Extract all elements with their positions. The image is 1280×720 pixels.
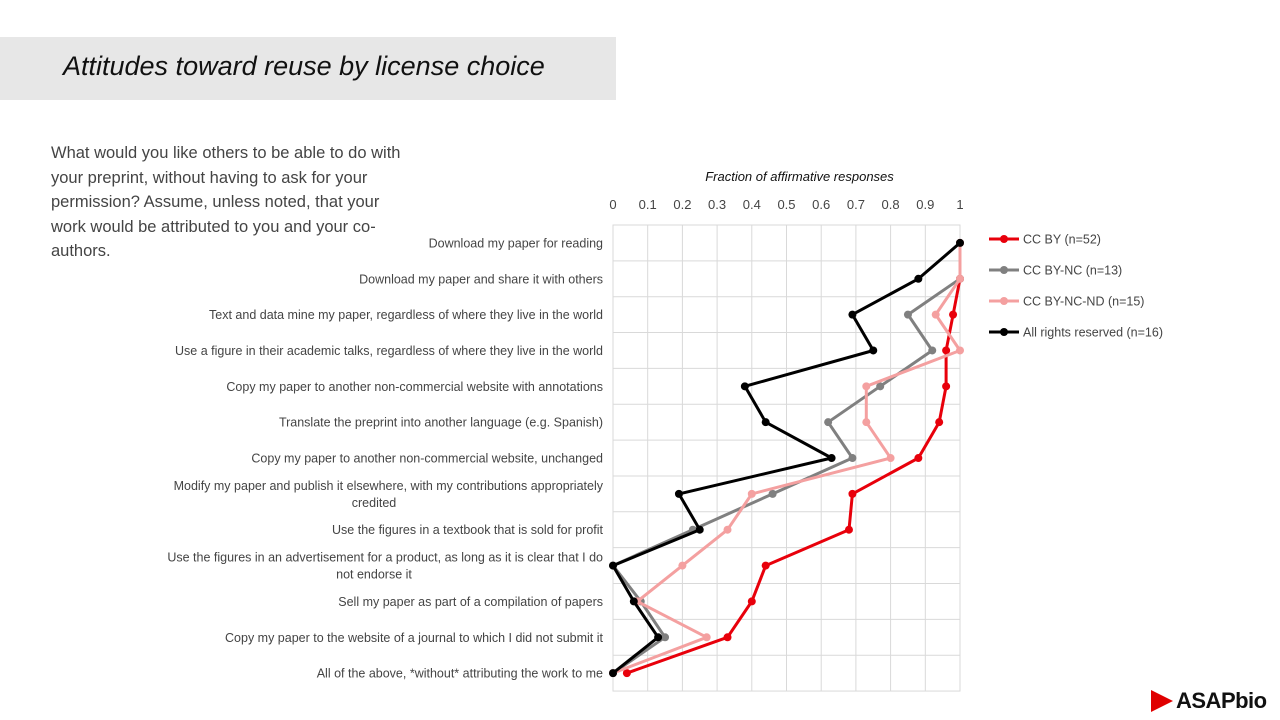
data-point <box>824 418 832 426</box>
category-label-continuation: not endorse it <box>336 567 412 582</box>
data-point <box>949 311 957 319</box>
legend-label: CC BY (n=52) <box>1023 232 1101 247</box>
logo-text: ASAPbio <box>1176 688 1267 713</box>
data-point <box>914 454 922 462</box>
category-label: Copy my paper to another non-commercial website, unchanged <box>251 451 603 466</box>
data-point <box>904 311 912 319</box>
series-line <box>627 243 960 673</box>
category-label: Use a figure in their academic talks, regardless of where they live in the world <box>175 343 603 358</box>
data-point <box>862 418 870 426</box>
category-label: Modify my paper and publish it elsewhere, with my contributions appropriately <box>173 478 603 493</box>
axis-title: Fraction of affirmative responses <box>705 169 894 184</box>
legend-swatch-marker <box>1000 297 1008 305</box>
data-point <box>848 311 856 319</box>
x-tick-label: 0.3 <box>708 197 727 212</box>
x-tick-label: 0.7 <box>846 197 865 212</box>
legend-label: All rights reserved (n=16) <box>1023 325 1163 340</box>
x-tick-label: 0.2 <box>673 197 692 212</box>
category-label: Use the figures in a textbook that is sold for profit <box>332 523 603 538</box>
data-point <box>956 275 964 283</box>
slide-title: Attitudes toward reuse by license choice <box>63 51 545 81</box>
data-point <box>748 490 756 498</box>
survey-question: What would you like others to be able to do with your preprint, without having to ask for your permission? Assume, unless noted, that your work would be attributed to you and your co-authors. <box>51 144 401 260</box>
category-label: Download my paper and share it with others <box>359 272 603 287</box>
x-tick-label: 0 <box>609 197 617 212</box>
legend-swatch-marker <box>1000 328 1008 336</box>
x-tick-label: 0.8 <box>881 197 900 212</box>
data-point <box>942 382 950 390</box>
data-point <box>848 490 856 498</box>
category-label: Copy my paper to another non-commercial website with annotations <box>226 379 603 394</box>
data-point <box>724 526 732 534</box>
data-point <box>769 490 777 498</box>
data-point <box>609 562 617 570</box>
data-point <box>609 669 617 677</box>
category-label: Translate the preprint into another language (e.g. Spanish) <box>278 415 603 430</box>
legend-swatch-marker <box>1000 266 1008 274</box>
category-label: Use the figures in an advertisement for a product, as long as it is clear that I do <box>167 550 603 565</box>
legend-label: CC BY-NC-ND (n=15) <box>1023 294 1145 309</box>
data-point <box>724 633 732 641</box>
data-point <box>678 562 686 570</box>
x-tick-label: 0.6 <box>812 197 831 212</box>
category-label: Copy my paper to the website of a journal to which I did not submit it <box>225 630 603 645</box>
data-point <box>748 597 756 605</box>
data-point <box>654 633 662 641</box>
data-point <box>741 382 749 390</box>
data-point <box>869 346 877 354</box>
asapbio-logo <box>1151 688 1267 714</box>
data-point <box>887 454 895 462</box>
category-label-continuation: credited <box>351 495 397 510</box>
data-point <box>696 526 704 534</box>
data-point <box>675 490 683 498</box>
data-point <box>845 526 853 534</box>
data-point <box>932 311 940 319</box>
data-point <box>762 562 770 570</box>
x-tick-label: 0.9 <box>916 197 935 212</box>
data-point <box>935 418 943 426</box>
data-point <box>828 454 836 462</box>
x-tick-label: 1 <box>956 197 964 212</box>
data-point <box>661 633 669 641</box>
legend-swatch-marker <box>1000 235 1008 243</box>
data-point <box>914 275 922 283</box>
data-point <box>956 346 964 354</box>
data-point <box>862 382 870 390</box>
x-tick-label: 0.1 <box>638 197 657 212</box>
category-label: Text and data mine my paper, regardless of where they live in the world <box>209 308 603 323</box>
data-point <box>762 418 770 426</box>
data-point <box>848 454 856 462</box>
category-label: Download my paper for reading <box>428 236 603 251</box>
category-label: Sell my paper as part of a compilation of papers <box>338 594 603 609</box>
x-tick-label: 0.5 <box>777 197 796 212</box>
x-tick-label: 0.4 <box>742 197 761 212</box>
red-chevron-arrow-icon <box>1151 690 1173 712</box>
data-point <box>956 239 964 247</box>
category-label: All of the above, *without* attributing the work to me <box>316 666 603 681</box>
legend-label: CC BY-NC (n=13) <box>1023 263 1123 278</box>
data-point <box>928 346 936 354</box>
data-point <box>703 633 711 641</box>
data-point <box>630 597 638 605</box>
